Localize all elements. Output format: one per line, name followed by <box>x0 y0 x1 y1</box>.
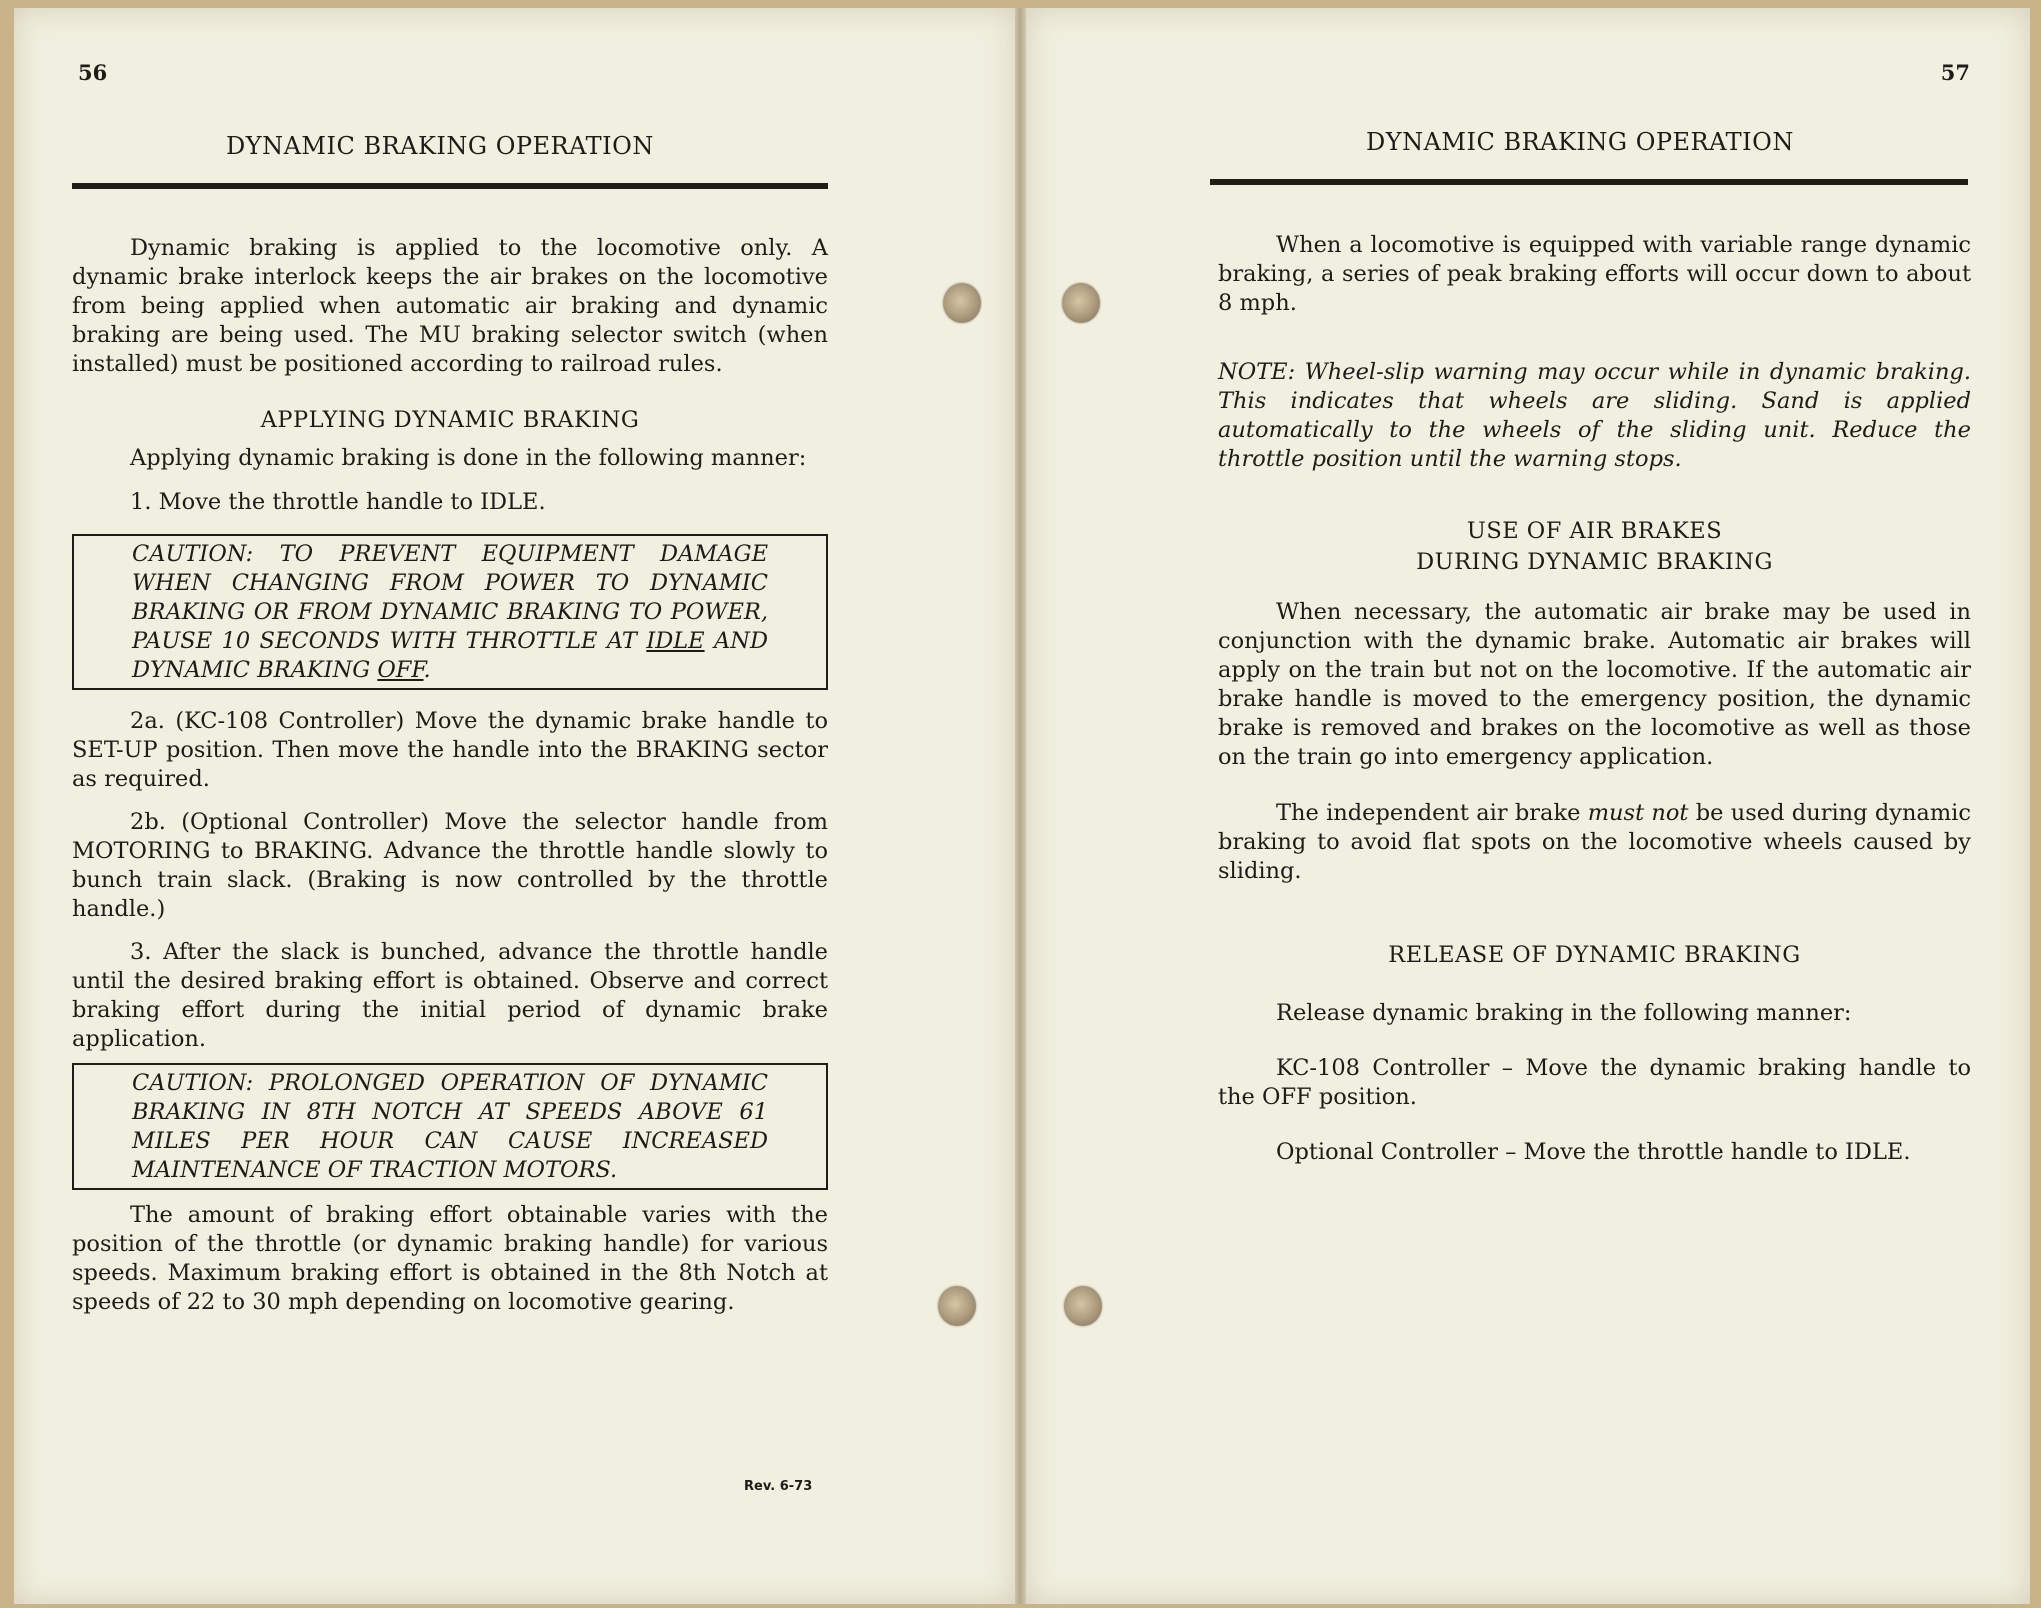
caution-text: CAUTION: TO PREVENT EQUIPMENT DAMAGE WHEN CHANGING FROM POWER TO DYNAMIC BRAKING OR FROM DYNAMIC BRAKING TO POWER, PAUSE 10 SECONDS WITH THROTTLE AT <box>132 541 768 654</box>
punch-hole-top <box>943 283 981 323</box>
caution-text-end: . <box>423 657 431 683</box>
page-number: 56 <box>78 60 108 85</box>
section-heading-release: RELEASE OF DYNAMIC BRAKING <box>1388 942 1801 968</box>
caution-box-pause <box>72 534 828 690</box>
caution-idle-emphasis: IDLE <box>646 628 705 654</box>
intro-paragraph: Dynamic braking is applied to the locomotive only. A dynamic brake interlock keeps the air brakes on the locomotive from being applied when automatic air braking and dynamic braking are being used. The MU braking selector switch (when installed) must be positioned according to railroad rules. <box>72 235 828 377</box>
left-page-body <box>72 234 828 1317</box>
note-wheel-slip: NOTE: Wheel-slip warning may occur while in dynamic braking. This indicates that wheels are sliding. Sand is applied automatically to the wheels of the sliding unit. Reduce the throttle position until the warning stops. <box>1218 359 1971 472</box>
intro-paragraph: When a locomotive is equipped with variable range dynamic braking, a series of peak braking efforts will occur down to about 8 mph. <box>1218 232 1971 316</box>
closing-paragraph: The amount of braking effort obtainable varies with the position of the throttle (or dynamic braking handle) for various speeds. Maximum braking effort is obtained in the 8th Notch at speeds of 22 to 30 mph depending on locomotive gearing. <box>72 1202 828 1315</box>
caution-box-prolonged: CAUTION: PROLONGED OPERATION OF DYNAMIC BRAKING IN 8TH NOTCH AT SPEEDS ABOVE 61 MILES PER HOUR CAN CAUSE INCREASED MAINTENANCE OF TRACTION MOTORS. <box>72 1063 828 1190</box>
step-1: 1. Move the throttle handle to IDLE. <box>130 489 546 515</box>
section-heading-applying: APPLYING DYNAMIC BRAKING <box>260 407 640 433</box>
release-kc108: KC-108 Controller – Move the dynamic braking handle to the OFF position. <box>1218 1055 1971 1110</box>
must-not-emphasis: must not <box>1587 800 1689 826</box>
header-rule <box>72 183 828 189</box>
caution-off-emphasis: OFF <box>377 657 424 683</box>
step-3: 3. After the slack is bunched, advance the throttle handle until the desired braking effort is obtained. Observe and correct braking effort during the initial period of dynamic brake application. <box>72 939 828 1052</box>
page-header-title: DYNAMIC BRAKING OPERATION <box>1366 128 1794 156</box>
page-number: 57 <box>1940 60 1970 85</box>
release-intro: Release dynamic braking in the following manner: <box>1276 1000 1852 1026</box>
independent-brake-paragraph <box>1218 799 1971 886</box>
page-57 <box>1026 8 2030 1604</box>
revision-label: Rev. 6-73 <box>744 1479 813 1494</box>
air-brakes-paragraph: When necessary, the automatic air brake may be used in conjunction with the dynamic brake. Automatic air brakes will apply on the train but not on the locomotive. If the automatic air brake handle is moved to the emergency position, the dynamic brake is removed and brakes on the locomotive as well as those on the train go into emergency application. <box>1218 599 1971 770</box>
page-header-title: DYNAMIC BRAKING OPERATION <box>226 132 654 160</box>
punch-hole-top <box>1062 283 1100 323</box>
step-2a: 2a. (KC-108 Controller) Move the dynamic brake handle to SET-UP position. Then move the handle into the BRAKING sector as required. <box>72 708 828 792</box>
applying-intro: Applying dynamic braking is done in the following manner: <box>130 445 807 471</box>
step-2b: 2b. (Optional Controller) Move the selector handle from MOTORING to BRAKING. Advance the throttle handle slowly to bunch train slack. (Braking is now controlled by the throttle handle.) <box>72 809 828 922</box>
section-heading-air-brakes-1: USE OF AIR BRAKES <box>1466 518 1723 544</box>
punch-hole-bottom <box>938 1286 976 1326</box>
independent-text: The independent air brake <box>1276 800 1588 826</box>
release-optional: Optional Controller – Move the throttle handle to IDLE. <box>1276 1139 1911 1165</box>
page-56 <box>14 8 1015 1604</box>
independent-text-end: be used during dynamic braking to avoid flat spots on the locomotive wheels caused by sliding. <box>1218 800 1971 884</box>
punch-hole-bottom <box>1064 1286 1102 1326</box>
header-rule <box>1210 179 1968 185</box>
caution-text-middle: AND DYNAMIC BRAKING <box>132 628 768 683</box>
right-page-body <box>1218 231 1971 1167</box>
section-heading-air-brakes-2: DURING DYNAMIC BRAKING <box>1416 549 1773 575</box>
